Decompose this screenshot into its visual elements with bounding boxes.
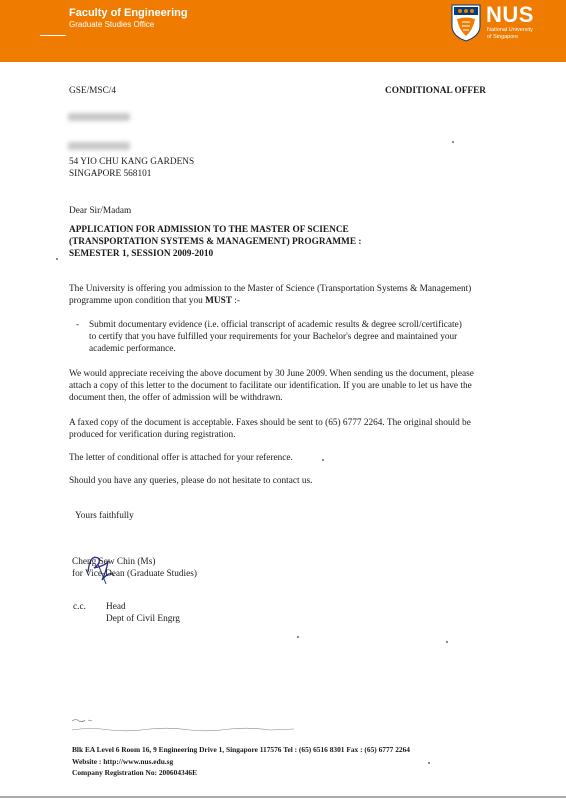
- speck: [452, 141, 454, 143]
- salutation: Dear Sir/Madam: [69, 206, 132, 216]
- speck: [446, 641, 448, 643]
- paragraph-5: Should you have any queries, please do not hesitate to contact us.: [69, 476, 313, 486]
- speck: [56, 258, 58, 260]
- page-edge: [0, 796, 566, 798]
- letterhead-banner: [0, 0, 566, 62]
- offer-type: CONDITIONAL OFFER: [385, 86, 486, 96]
- bullet-1-line-2: to certify that you have fulfilled your requirements for your Bachelor's degree and maintained your: [89, 332, 458, 342]
- cc-recipient-2: Dept of Civil Engrg: [106, 614, 180, 624]
- header-underline: [40, 35, 66, 36]
- cc-recipient-1: Head: [106, 602, 126, 612]
- bullet-1-line-3: academic performance.: [89, 344, 176, 354]
- bullet-1-line-1: Submit documentary evidence (i.e. official transcript of academic results & degree scroll/certificate): [89, 320, 462, 330]
- speck: [322, 459, 324, 461]
- speck: [428, 762, 430, 764]
- nus-logo-subtitle: National University of Singapore: [487, 27, 533, 40]
- bullet-marker: -: [76, 320, 80, 330]
- redacted-address: [68, 142, 130, 150]
- address-line-2: SINGAPORE 568101: [69, 169, 152, 179]
- subject-line-1: APPLICATION FOR ADMISSION TO THE MASTER OF SCIENCE: [69, 225, 349, 235]
- file-path-scribble: [70, 717, 300, 735]
- subject-line-3: SEMESTER 1, SESSION 2009-2010: [69, 249, 214, 259]
- redacted-name: [68, 113, 130, 121]
- cc-label: c.c.: [73, 602, 86, 612]
- paragraph-2-line-2: attach a copy of this letter to the document to facilitate our identification. If you are unable to let us have the: [69, 381, 472, 391]
- paragraph-2-line-1: We would appreciate receiving the above document by 30 June 2009. When sending us the document, please: [69, 369, 474, 379]
- faculty-name: Faculty of Engineering: [69, 7, 188, 19]
- must-emphasis: MUST: [205, 296, 232, 306]
- nus-logo-word: NUS: [486, 2, 534, 27]
- nus-crest-icon: [451, 4, 481, 42]
- paragraph-3-line-1: A faxed copy of the document is acceptable. Faxes should be sent to (65) 6777 2264. The original should be: [69, 418, 471, 428]
- footer-registration: Company Registration No: 200604346E: [72, 768, 198, 777]
- signer-name: Cheng Sew Chin (Ms): [72, 557, 156, 567]
- speck: [297, 636, 299, 638]
- reference-number: GSE/MSC/4: [69, 86, 117, 96]
- paragraph-4: The letter of conditional offer is attached for your reference.: [69, 453, 293, 463]
- footer-website: Website : http://www.nus.edu.sg: [72, 757, 174, 766]
- paragraph-1-line-1: The University is offering you admission to the Master of Science (Transportation Systems & Management): [69, 284, 472, 294]
- closing: Yours faithfully: [75, 511, 134, 521]
- paragraph-3-line-2: produced for verification during registration.: [69, 430, 236, 440]
- paragraph-2-line-3: document then, the offer of admission will be withdrawn.: [69, 393, 283, 403]
- office-name: Graduate Studies Office: [69, 20, 155, 29]
- footer-address: Blk EA Level 6 Room 16, 9 Engineering Drive 1, Singapore 117576 Tel : (65) 6516 8301 Fax : (65) 6777 2264: [72, 745, 410, 754]
- subject-line-2: (TRANSPORTATION SYSTEMS & MANAGEMENT) PROGRAMME :: [69, 237, 362, 247]
- signer-title: for Vice-Dean (Graduate Studies): [72, 569, 197, 579]
- address-line-1: 54 YIO CHU KANG GARDENS: [69, 157, 195, 167]
- paragraph-1-line-2: programme upon condition that you MUST :-: [69, 296, 240, 306]
